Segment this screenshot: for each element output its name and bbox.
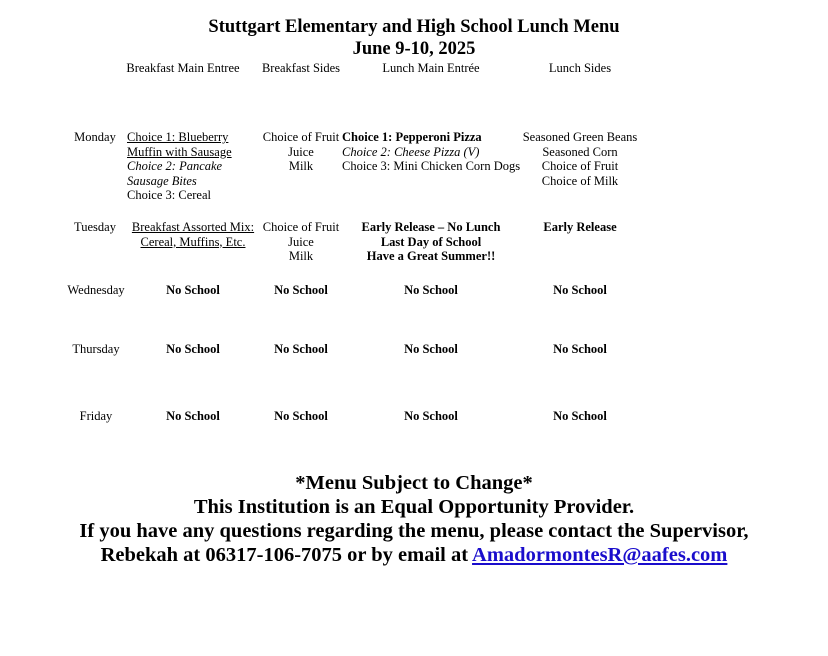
menu-dates: June 9-10, 2025 [352,39,476,59]
wednesday-breakfast-sides: No School [274,283,328,297]
contact-notice: If you have any questions regarding the menu, please contact the Supervisor, [79,520,749,542]
breakfast-choice-line: Choice 3: Cereal [127,188,211,203]
lunch-choice-line: Early Release – No Lunch [361,220,501,234]
lunch-choice-line: Last Day of School [380,234,482,249]
monday-lunch-sides [520,130,640,188]
email-link[interactable]: AmadormontesR@aafes.com [472,544,728,566]
wednesday-lunch-main: No School [404,283,458,297]
lunch-side-line: Seasoned Green Beans [522,130,638,144]
friday-breakfast-sides: No School [274,409,328,423]
friday-breakfast-main: No School [166,409,220,423]
lunch-side-line: Seasoned Corn [542,144,618,159]
lunch-choice-line: Choice 1: Pepperoni Pizza [342,130,482,144]
breakfast-side-line: Milk [288,159,314,174]
tuesday-breakfast-main [128,220,258,249]
breakfast-choice-line: Cereal, Muffins, Etc. [140,234,246,249]
monday-breakfast-main [127,130,232,203]
friday-lunch-main: No School [404,409,458,423]
lunch-choice-line: Have a Great Summer!! [366,249,496,264]
lunch-side-line: Early Release [543,220,617,234]
col-header-breakfast-sides: Breakfast Sides [261,61,341,75]
lunch-choice-line: Choice 2: Cheese Pizza (V) [342,144,480,159]
tuesday-lunch-sides [520,220,640,235]
day-label-tuesday: Tuesday [74,220,116,234]
menu-title: Stuttgart Elementary and High School Lunch Menu [208,17,620,37]
tuesday-lunch-main [346,220,516,264]
menu-change-notice: *Menu Subject to Change* [295,472,533,494]
day-label-thursday: Thursday [72,342,120,356]
breakfast-side-line: Juice [288,144,314,159]
breakfast-choice-line: Choice 2: Pancake [127,159,223,174]
friday-lunch-sides: No School [553,409,607,423]
breakfast-choice-line: Choice 1: Blueberry [127,130,229,144]
day-label-friday: Friday [79,409,113,423]
equal-opportunity-notice: This Institution is an Equal Opportunity Provider. [193,496,635,518]
lunch-choice-line: Choice 3: Mini Chicken Corn Dogs [342,159,521,174]
thursday-lunch-main: No School [404,342,458,356]
breakfast-choice-line: Muffin with Sausage [127,144,232,159]
breakfast-side-line: Milk [288,249,314,264]
col-header-lunch-sides: Lunch Sides [548,61,612,75]
thursday-breakfast-sides: No School [274,342,328,356]
contact-prefix: Rebekah at 06317-106-7075 or by email at [100,544,473,566]
thursday-lunch-sides: No School [553,342,607,356]
tuesday-breakfast-sides [256,220,346,264]
contact-line [0,543,828,567]
col-header-lunch-main: Lunch Main Entrée [382,61,480,75]
monday-lunch-main [342,130,520,174]
breakfast-side-line: Juice [288,234,314,249]
breakfast-choice-line: Breakfast Assorted Mix: [131,220,255,234]
thursday-breakfast-main: No School [166,342,220,356]
wednesday-breakfast-main: No School [166,283,220,297]
lunch-side-line: Choice of Milk [541,173,619,188]
breakfast-side-line: Choice of Fruit [262,130,340,144]
day-label-monday: Monday [74,130,116,144]
day-label-wednesday: Wednesday [67,283,125,297]
monday-breakfast-sides [256,130,346,174]
wednesday-lunch-sides: No School [553,283,607,297]
breakfast-side-line: Choice of Fruit [262,220,340,234]
col-header-breakfast-main: Breakfast Main Entree [126,61,240,75]
breakfast-choice-line: Sausage Bites [127,173,197,188]
lunch-side-line: Choice of Fruit [541,159,619,174]
